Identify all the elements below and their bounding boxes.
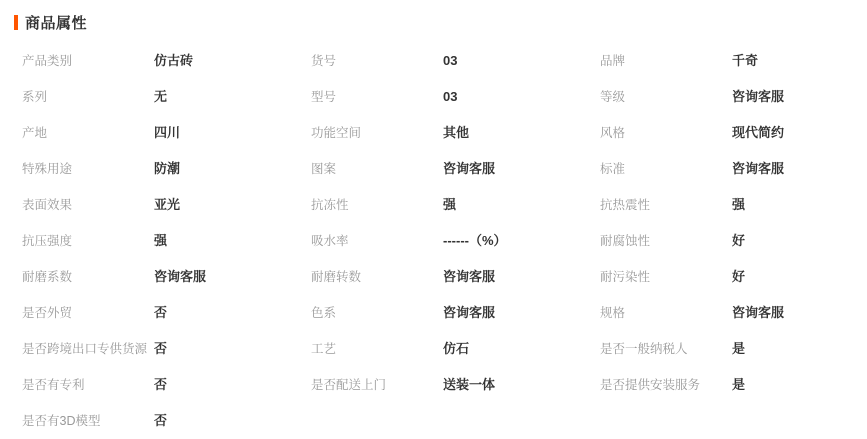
table-row <box>0 403 867 439</box>
attribute-value: 03 <box>443 89 458 104</box>
attribute-value: 03 <box>443 53 458 68</box>
attribute-label: 产品类别 <box>22 54 73 68</box>
attribute-label: 图案 <box>311 162 337 176</box>
attribute-value: 咨询客服 <box>443 305 496 320</box>
panel-header <box>0 0 867 43</box>
table-row <box>0 223 867 259</box>
attribute-label: 耐磨系数 <box>22 270 73 284</box>
table-row <box>0 43 867 79</box>
attribute-label: 是否有3D模型 <box>22 414 101 428</box>
attribute-label: 抗热震性 <box>600 198 651 212</box>
attribute-label: 色系 <box>311 306 337 320</box>
attribute-label: 吸水率 <box>311 234 349 248</box>
table-row <box>0 259 867 295</box>
attribute-value: 千奇 <box>732 53 759 68</box>
attribute-label: 货号 <box>311 54 337 68</box>
attribute-value: 四川 <box>154 125 181 140</box>
attribute-label: 是否有专利 <box>22 378 85 392</box>
attribute-value: 否 <box>154 413 168 428</box>
attribute-value: 否 <box>154 341 168 356</box>
attribute-value: 咨询客服 <box>732 161 785 176</box>
attribute-label: 产地 <box>22 126 48 140</box>
attribute-label: 抗冻性 <box>311 198 349 212</box>
attribute-value: 好 <box>732 269 746 284</box>
attribute-label: 工艺 <box>311 342 337 356</box>
table-row <box>0 295 867 331</box>
attribute-value: 咨询客服 <box>443 269 496 284</box>
attribute-label: 耐污染性 <box>600 270 651 284</box>
attribute-value-empty <box>728 403 867 439</box>
table-row <box>0 331 867 367</box>
attribute-label: 功能空间 <box>311 126 362 140</box>
attribute-value: 咨询客服 <box>154 269 207 284</box>
attribute-label: 规格 <box>600 306 626 320</box>
attribute-value: 防潮 <box>154 161 181 176</box>
attribute-label: 型号 <box>311 90 337 104</box>
attribute-value: 否 <box>154 305 168 320</box>
attribute-value: 是 <box>732 377 746 392</box>
attribute-label: 是否配送上门 <box>311 378 387 392</box>
attribute-value: 仿古砖 <box>154 53 194 68</box>
attribute-value: 现代简约 <box>732 125 785 140</box>
attribute-value: 咨询客服 <box>443 161 496 176</box>
table-row <box>0 187 867 223</box>
attribute-value: 强 <box>443 197 457 212</box>
attribute-label: 风格 <box>600 126 626 140</box>
attribute-value: 是 <box>732 341 746 356</box>
attribute-value-empty <box>439 403 578 439</box>
table-row <box>0 79 867 115</box>
attribute-label: 表面效果 <box>22 198 73 212</box>
attribute-label: 是否跨境出口专供货源 <box>22 342 148 356</box>
attribute-label: 系列 <box>22 90 48 104</box>
attribute-label: 是否一般纳税人 <box>600 342 688 356</box>
attribute-value: 强 <box>732 197 746 212</box>
attribute-label: 特殊用途 <box>22 162 73 176</box>
attribute-label: 是否外贸 <box>22 306 73 320</box>
attribute-label: 标准 <box>600 162 626 176</box>
attributes-table-body <box>0 43 867 439</box>
attribute-value: 好 <box>732 233 746 248</box>
attributes-table <box>0 43 867 439</box>
attribute-value: 送装一体 <box>443 377 496 392</box>
attribute-value: 其他 <box>443 125 470 140</box>
attribute-label: 耐腐蚀性 <box>600 234 651 248</box>
page-title: 商品属性 <box>25 15 88 32</box>
attribute-value: 强 <box>154 233 168 248</box>
attribute-value: 仿石 <box>443 341 470 356</box>
table-row <box>0 151 867 187</box>
attribute-value: 无 <box>154 89 168 104</box>
attribute-label: 等级 <box>600 90 626 104</box>
attribute-label-empty <box>578 403 728 439</box>
table-row <box>0 367 867 403</box>
attribute-value: 亚光 <box>154 197 181 212</box>
attribute-value: 否 <box>154 377 168 392</box>
attribute-label-empty <box>289 403 439 439</box>
attribute-label: 是否提供安装服务 <box>600 378 701 392</box>
attribute-label: 品牌 <box>600 54 626 68</box>
accent-bar-icon <box>14 15 18 30</box>
attribute-label: 抗压强度 <box>22 234 73 248</box>
table-row <box>0 115 867 151</box>
attribute-value: 咨询客服 <box>732 305 785 320</box>
attribute-value: ------（%） <box>443 233 507 248</box>
attribute-label: 耐磨转数 <box>311 270 362 284</box>
attribute-value: 咨询客服 <box>732 89 785 104</box>
